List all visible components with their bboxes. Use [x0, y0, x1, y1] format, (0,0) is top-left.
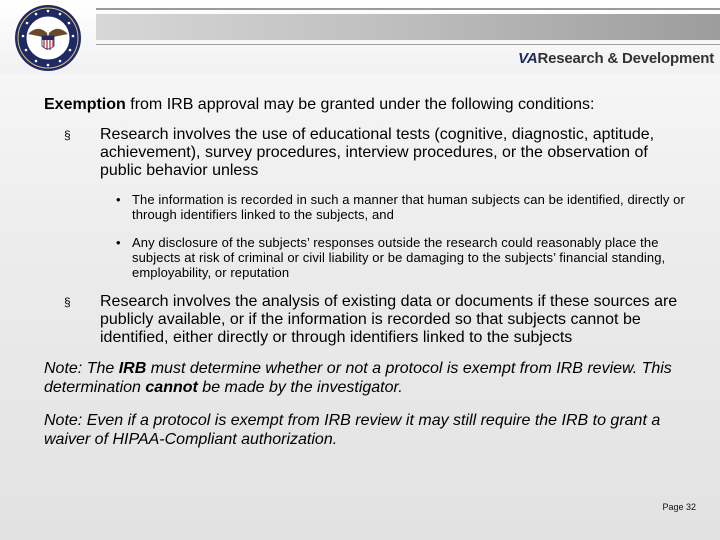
- bullet-text: Research involves the analysis of existing data or documents if these sources are publicly available, or if the information is recorded so that subjects cannot be identified, either directly or through identifiers linked to the subjects: [100, 293, 678, 346]
- note-bold-cannot: cannot: [145, 379, 198, 396]
- section-bullet-icon: §: [64, 128, 71, 142]
- header-gradient-bar: [96, 14, 720, 40]
- dot-bullet-icon: •: [116, 235, 121, 250]
- intro-lead: Exemption: [44, 96, 126, 113]
- header-top-rule: [96, 8, 720, 10]
- note-text: Note: The: [44, 360, 119, 377]
- va-seal-logo: [14, 4, 82, 72]
- intro-line: [44, 95, 694, 114]
- note-hipaa-waiver: Note: Even if a protocol is exempt from IRB review it may still require the IRB to grant a waiver of HIPAA-Compliant authorization.: [44, 412, 661, 448]
- bullet-item: [44, 293, 694, 347]
- sub-bullet-item: [44, 192, 694, 222]
- slide-body: [44, 95, 694, 463]
- brand-wordmark: [518, 50, 714, 72]
- header-band: [0, 0, 720, 74]
- page-number: Page 32: [662, 502, 696, 512]
- sub-bullet-text: Any disclosure of the subjects’ responses outside the research could reasonably place the subjects at risk of criminal or civil liability or be damaging to the subjects’ financial standing, employability, or reputation: [132, 235, 666, 280]
- section-bullet-icon: §: [64, 295, 71, 309]
- dot-bullet-icon: •: [116, 192, 121, 207]
- bullet-text: Research involves the use of educational tests (cognitive, diagnostic, aptitude, achievement), survey procedures, interview procedures, or the observation of public behavior unless: [100, 126, 655, 179]
- brand-text: Research & Development: [537, 50, 714, 67]
- note-text: must determine whether or not a protocol is exempt from IRB review. This determination: [44, 360, 672, 396]
- note-text: be made by the investigator.: [197, 379, 403, 396]
- header-bottom-rule: [96, 44, 720, 45]
- note-bold-irb: IRB: [118, 360, 147, 377]
- sub-bullet-item: [44, 235, 694, 280]
- note-irb-determination: [44, 359, 694, 397]
- brand-va: VA: [518, 50, 538, 67]
- intro-rest: from IRB approval may be granted under the following conditions:: [125, 96, 595, 113]
- sub-bullet-text: The information is recorded in such a manner that human subjects can be identified, directly or through identifiers linked to the subjects, and: [132, 192, 685, 222]
- bullet-item: [44, 126, 694, 180]
